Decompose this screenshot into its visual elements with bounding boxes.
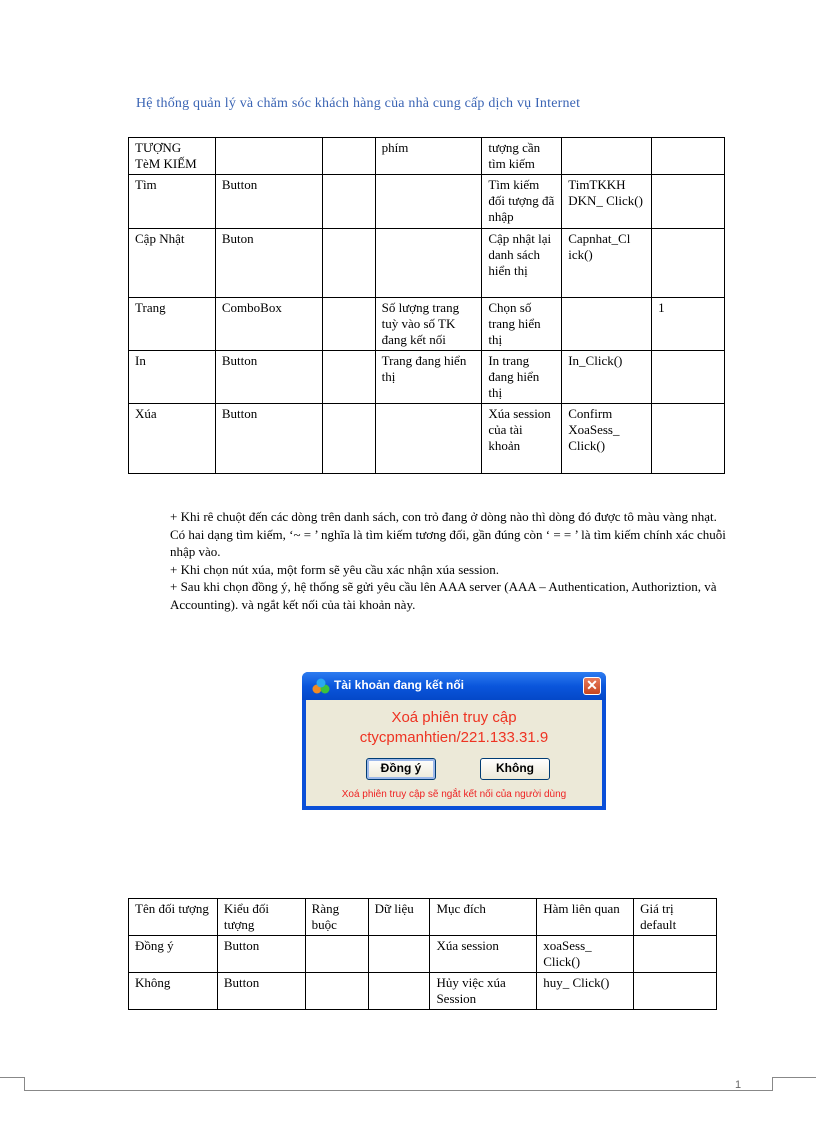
table-cell: Xúa session — [430, 936, 537, 973]
table-header-cell: Giá trị default — [634, 899, 717, 936]
table-header-cell: Ràng buộc — [305, 899, 368, 936]
table-cell: Buton — [215, 229, 322, 298]
table-row — [129, 936, 717, 973]
footer-rule-right-tick — [772, 1077, 773, 1091]
table-cell: Tìm — [129, 175, 216, 229]
table-row — [129, 351, 725, 404]
dialog-message-line2: ctycpmanhtien/221.133.31.9 — [359, 729, 549, 746]
footer-rule-left — [0, 1077, 24, 1078]
table-cell — [322, 351, 375, 404]
table-cell: In trang đang hiển thị — [482, 351, 562, 404]
table-cell — [562, 138, 652, 175]
table-row — [129, 404, 725, 474]
table-cell: Trang đang hiển thị — [375, 351, 482, 404]
table-row — [129, 229, 725, 298]
table-cell: Hủy việc xúa Session — [430, 973, 537, 1010]
table-cell: TƯỢNG TèM KIẾM — [129, 138, 216, 175]
confirm-dialog — [302, 672, 606, 810]
footer-rule-right — [772, 1077, 816, 1078]
table-cell: Cập Nhật — [129, 229, 216, 298]
table-cell — [652, 404, 725, 474]
table-header-cell: Hàm liên quan — [537, 899, 634, 936]
close-icon[interactable]: ✕ — [583, 677, 601, 695]
table-cell: 1 — [652, 298, 725, 351]
table-cell — [375, 404, 482, 474]
dialog-title: Tài khoản đang kết nối — [334, 678, 465, 692]
note-paragraph: + Sau khi chọn đồng ý, hệ thống sẽ gửi yêu cầu lên AAA server (AAA – Authentication, Authoriztion, và Accounting). và ngắt kết nối của tài khoản này. — [170, 579, 717, 612]
table-cell — [322, 229, 375, 298]
ok-button[interactable]: Đồng ý — [366, 758, 436, 780]
table-cell: In — [129, 351, 216, 404]
table-header-cell: Mục đích — [430, 899, 537, 936]
table-cell: Cập nhật lại danh sách hiển thị — [482, 229, 562, 298]
no-button[interactable]: Không — [480, 758, 550, 780]
table-cell: Capnhat_Cl ick() — [562, 229, 652, 298]
table-cell — [652, 175, 725, 229]
table-cell — [562, 298, 652, 351]
table-cell — [634, 973, 717, 1010]
table-cell — [368, 973, 430, 1010]
table-header-cell: Tên đối tượng — [129, 899, 218, 936]
table-cell: Không — [129, 973, 218, 1010]
dialog-warning: Xoá phiên truy cập sẽ ngắt kết nối của người dùng — [341, 789, 567, 800]
page-number: 1 — [735, 1079, 742, 1091]
table-cell: Chọn số trang hiển thị — [482, 298, 562, 351]
table-cell: TimTKKH DKN_ Click() — [562, 175, 652, 229]
note-paragraph: + Khi chọn nút xúa, một form sẽ yêu cầu xác nhận xúa session. — [170, 561, 500, 577]
table-cell: Tìm kiếm đối tượng đã nhập — [482, 175, 562, 229]
notes-section — [170, 508, 730, 613]
table-cell: Xúa session của tài khoản — [482, 404, 562, 474]
table-row — [129, 298, 725, 351]
table-cell: Xúa — [129, 404, 216, 474]
table-cell — [305, 973, 368, 1010]
app-logo-icon — [312, 678, 330, 694]
table-cell — [322, 175, 375, 229]
table-cell: Số lượng trang tuỳ vào số TK đang kết nối — [375, 298, 482, 351]
table-cell: Button — [215, 404, 322, 474]
table-cell — [322, 404, 375, 474]
table-cell — [368, 936, 430, 973]
table-cell: Trang — [129, 298, 216, 351]
table-header-cell: Dữ liệu — [368, 899, 430, 936]
table-header-cell: Kiểu đối tượng — [217, 899, 305, 936]
table-cell: Button — [217, 973, 305, 1010]
table-cell — [375, 175, 482, 229]
note-paragraph: + Khi rê chuột đến các dòng trên danh sách, con trỏ đang ở dòng nào thì dòng đó được tô màu vàng nhạt. — [170, 509, 717, 524]
table-cell: Button — [215, 351, 322, 404]
footer-rule-left-tick — [24, 1077, 25, 1091]
table-cell — [215, 138, 322, 175]
table-cell: In_Click() — [562, 351, 652, 404]
table-cell: Đồng ý — [129, 936, 218, 973]
table-row — [129, 175, 725, 229]
table-cell — [652, 138, 725, 175]
object-table-1 — [128, 137, 725, 474]
page-header-title: Hệ thống quản lý và chăm sóc khách hàng của nhà cung cấp dịch vụ Internet — [136, 96, 581, 111]
dialog-titlebar[interactable] — [302, 672, 606, 700]
table-cell: tượng cần tìm kiếm — [482, 138, 562, 175]
object-table-2 — [128, 898, 717, 1010]
note-paragraph: Có hai dạng tìm kiếm, ‘~ = ’ nghĩa là tìm kiếm tương đối, gần đúng còn ‘ = = ’ là tìm kiếm chính xác chuỗi nhập vào. — [170, 526, 726, 559]
table-cell: phím — [375, 138, 482, 175]
table-cell — [305, 936, 368, 973]
table-row — [129, 973, 717, 1010]
table-cell — [322, 298, 375, 351]
table-cell — [652, 229, 725, 298]
table-cell: Button — [215, 175, 322, 229]
footer-rule — [24, 1090, 772, 1091]
table-header-row — [129, 899, 717, 936]
table-cell — [375, 229, 482, 298]
table-cell: Confirm XoaSess_ Click() — [562, 404, 652, 474]
table-cell: xoaSess_ Click() — [537, 936, 634, 973]
table-cell — [322, 138, 375, 175]
dialog-message-line1: Xoá phiên truy cập — [391, 709, 517, 726]
table-cell — [652, 351, 725, 404]
table-cell: ComboBox — [215, 298, 322, 351]
table-cell: huy_ Click() — [537, 973, 634, 1010]
table-cell: Button — [217, 936, 305, 973]
table-row — [129, 138, 725, 175]
table-cell — [634, 936, 717, 973]
